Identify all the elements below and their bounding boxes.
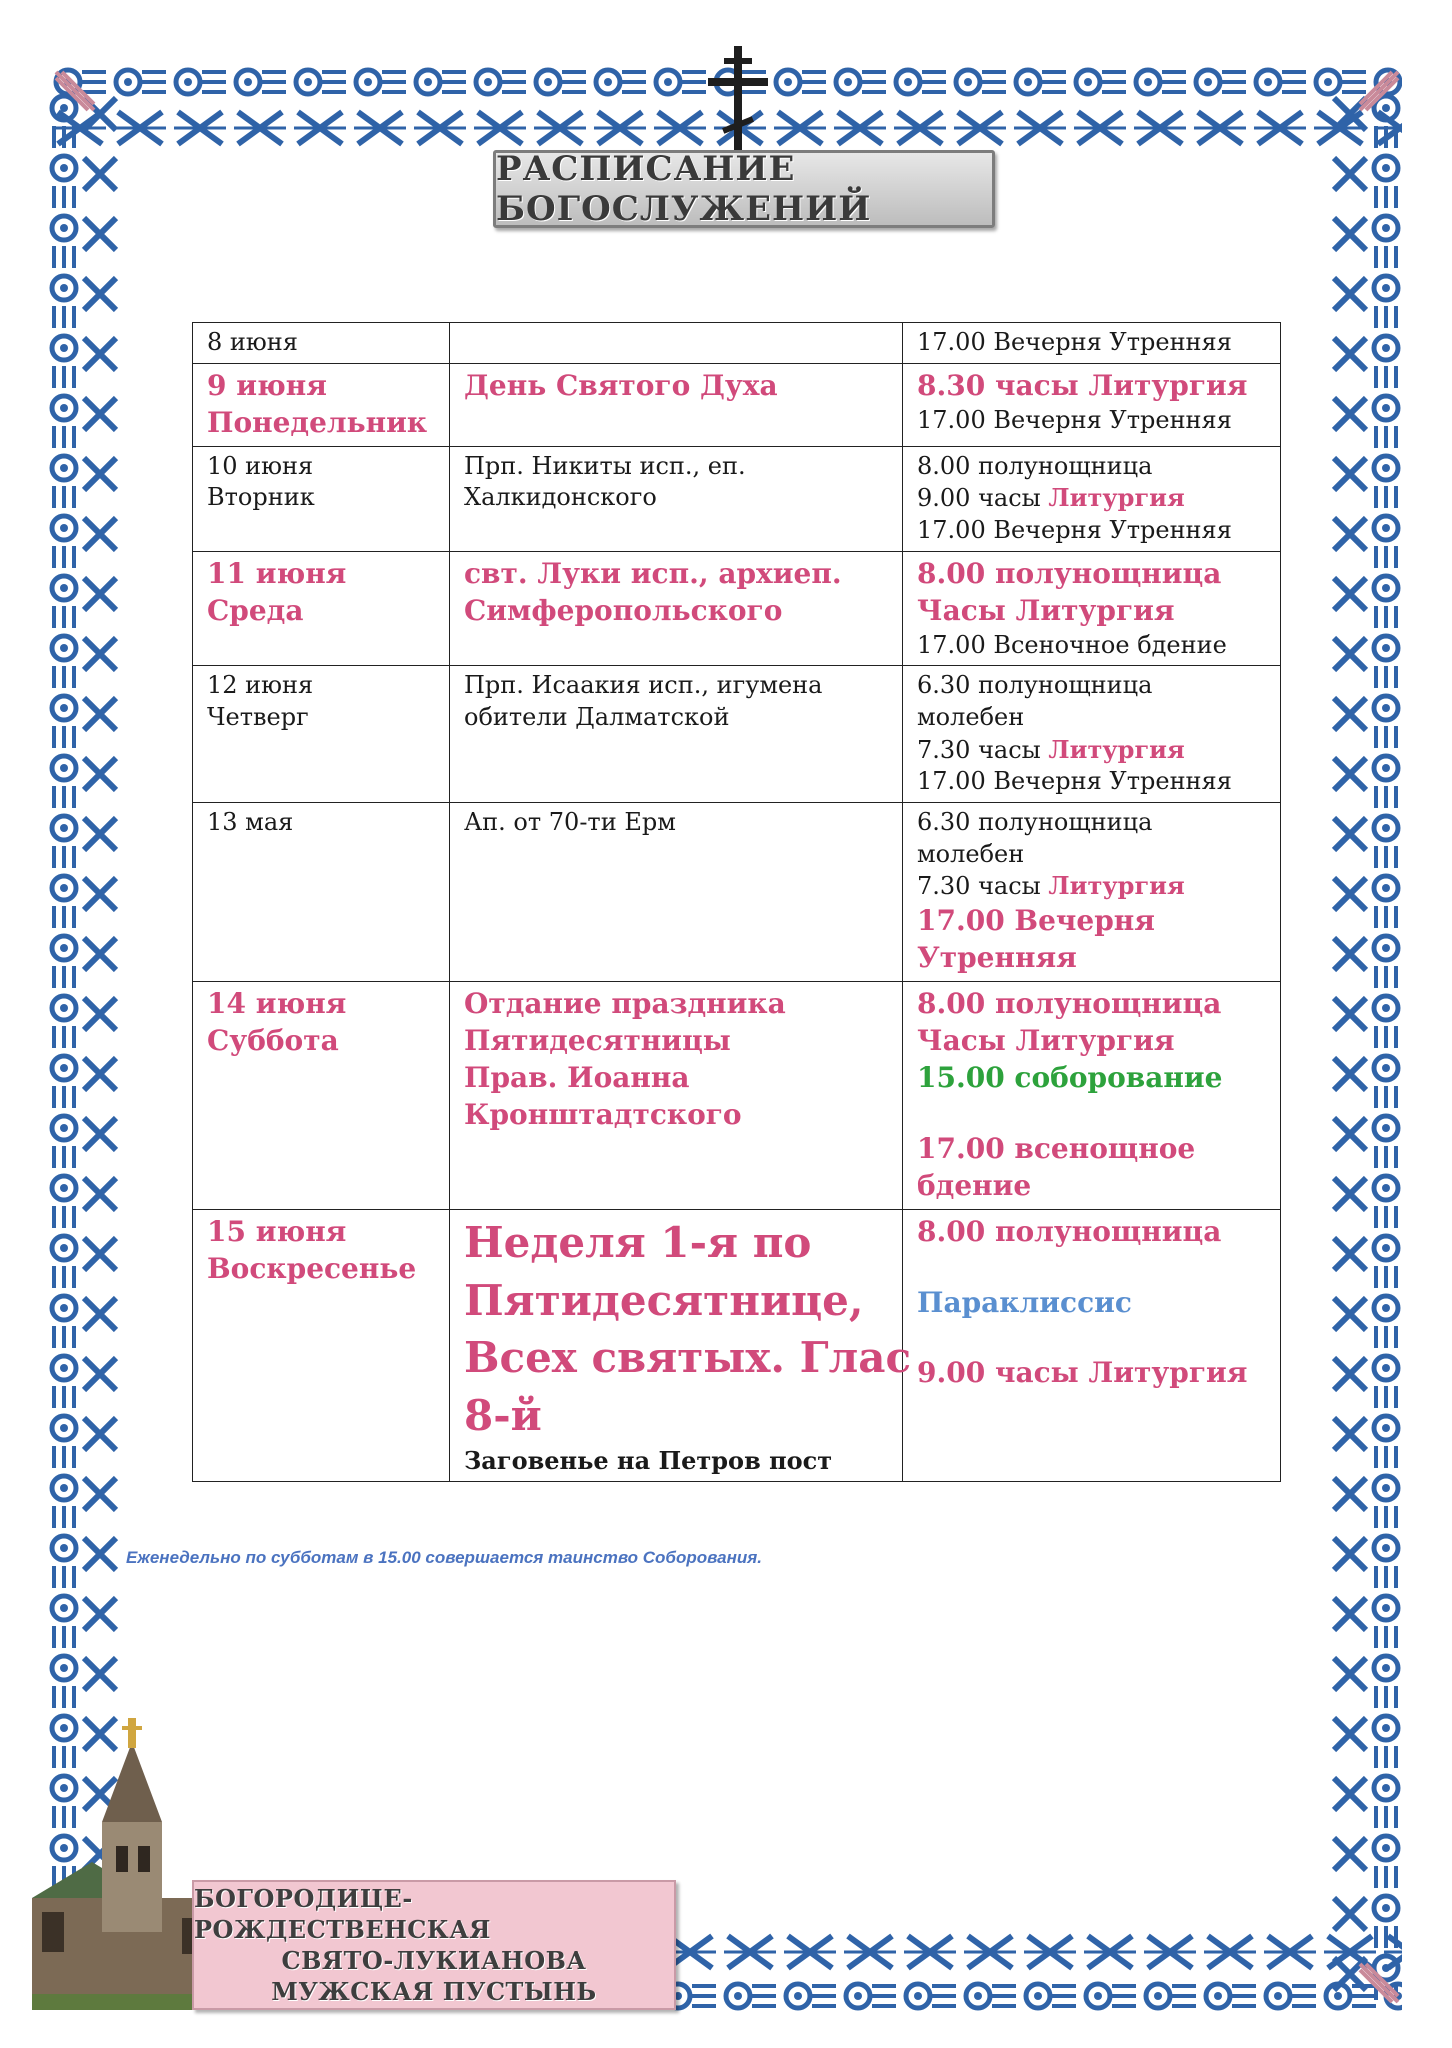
ornamental-border-bottom bbox=[660, 1930, 1402, 2020]
service-line bbox=[917, 1214, 1268, 1251]
feast-text: Прп. Никиты исп., еп. bbox=[464, 451, 746, 480]
service-text: 8.00 полунощница bbox=[917, 451, 1153, 480]
feast-text: Симферопольского bbox=[464, 593, 783, 627]
service-text: 17.00 Вечерня Утренняя bbox=[917, 515, 1232, 544]
feast-cell bbox=[450, 446, 903, 551]
date-label: 11 июня bbox=[207, 556, 347, 590]
feast-text: Заговенье на Петров пост bbox=[464, 1446, 833, 1476]
service-line bbox=[917, 940, 1268, 977]
date-cell bbox=[193, 802, 450, 981]
weekday-label: Суббота bbox=[207, 1023, 339, 1057]
feast-cell bbox=[450, 363, 903, 446]
services-cell bbox=[903, 1209, 1281, 1481]
service-line bbox=[917, 670, 1268, 702]
service-text: 8.30 часы Литургия bbox=[917, 368, 1248, 402]
date-label: 14 июня bbox=[207, 986, 347, 1020]
service-line bbox=[917, 734, 1268, 767]
service-text: Литургия bbox=[1048, 871, 1185, 901]
service-line bbox=[917, 766, 1268, 798]
service-line bbox=[917, 1023, 1268, 1060]
feast-text: Всех святых. Глас bbox=[464, 1333, 912, 1383]
feast-text: Пятидесятницы bbox=[464, 1023, 731, 1057]
service-text: Часы Литургия bbox=[917, 1023, 1175, 1057]
feast-cell bbox=[450, 323, 903, 364]
service-line bbox=[917, 986, 1268, 1023]
service-text: 6.30 полунощница bbox=[917, 671, 1153, 700]
church-image bbox=[32, 1712, 212, 2010]
services-cell bbox=[903, 446, 1281, 551]
services-cell bbox=[903, 363, 1281, 446]
feast-text: Пятидесятнице, bbox=[464, 1275, 864, 1325]
schedule-row bbox=[193, 1209, 1281, 1481]
service-text: 17.00 Вечерня Утренняя bbox=[917, 767, 1232, 796]
weekday-label: Четверг bbox=[207, 702, 309, 731]
feast-text: обители Далматской bbox=[464, 702, 730, 731]
service-text: 9.00 часы Литургия bbox=[917, 1356, 1248, 1390]
service-text: Часы Литургия bbox=[917, 593, 1175, 627]
weekday-label: Понедельник bbox=[207, 405, 428, 439]
service-line bbox=[917, 482, 1268, 515]
services-cell bbox=[903, 323, 1281, 364]
service-text: 17.00 всенощное bbox=[917, 1131, 1196, 1165]
service-text: 8.00 полунощница bbox=[917, 986, 1222, 1020]
service-text: 9.00 часы bbox=[917, 484, 1049, 513]
weekday-label: Вторник bbox=[207, 483, 315, 512]
service-text: 17.00 Вечерня Утренняя bbox=[917, 328, 1232, 356]
monastery-name-plaque bbox=[192, 1880, 676, 2010]
date-cell bbox=[193, 323, 450, 364]
service-text: 17.00 Всеночное бдение bbox=[917, 630, 1227, 659]
service-line bbox=[917, 807, 1268, 839]
service-line bbox=[917, 1285, 1268, 1322]
schedule-row bbox=[193, 363, 1281, 446]
date-cell bbox=[193, 446, 450, 551]
service-line bbox=[917, 1355, 1268, 1392]
service-text: Параклиссис bbox=[917, 1285, 1132, 1319]
service-text: 17.00 Вечерня bbox=[917, 903, 1155, 937]
feast-cell bbox=[450, 551, 903, 666]
date-cell bbox=[193, 1209, 450, 1481]
corner-ribbon-icon bbox=[1356, 68, 1402, 114]
service-text: 17.00 Вечерня Утренняя bbox=[917, 405, 1232, 434]
feast-text: День Святого Духа bbox=[464, 368, 778, 402]
service-text: 8.00 полунощница bbox=[917, 556, 1222, 590]
date-label: 8 июня bbox=[207, 328, 298, 356]
service-text: 7.30 часы bbox=[917, 735, 1049, 764]
schedule-row bbox=[193, 551, 1281, 666]
monastery-line: БОГОРОДИЦЕ-РОЖДЕСТВЕНСКАЯ bbox=[194, 1883, 491, 1944]
schedule-row bbox=[193, 323, 1281, 364]
service-text: 6.30 полунощница bbox=[917, 807, 1153, 836]
feast-text: Неделя 1-я по bbox=[464, 1217, 812, 1267]
service-text: бдение bbox=[917, 1168, 1032, 1202]
schedule-row bbox=[193, 446, 1281, 551]
service-text: Литургия bbox=[1048, 483, 1185, 513]
ornamental-border-left bbox=[44, 90, 120, 1890]
monastery-line: МУЖСКАЯ ПУСТЫНЬ bbox=[271, 1977, 597, 2007]
corner-ribbon-icon bbox=[52, 68, 98, 114]
service-line bbox=[917, 630, 1268, 662]
service-line bbox=[917, 1131, 1268, 1168]
page-title-plaque bbox=[493, 150, 995, 228]
service-line bbox=[917, 556, 1268, 593]
service-text: молебен bbox=[917, 839, 1025, 868]
weekday-label: Среда bbox=[207, 593, 304, 627]
orthodox-cross-icon bbox=[708, 46, 768, 158]
feast-text: Прп. Исаакия исп., игумена bbox=[464, 671, 823, 700]
services-cell bbox=[903, 981, 1281, 1209]
weekday-label: Воскресенье bbox=[207, 1251, 417, 1285]
service-text: Литургия bbox=[1048, 734, 1185, 764]
date-label: 12 июня bbox=[207, 671, 314, 700]
feast-text: Отдание праздника bbox=[464, 986, 786, 1020]
spacer bbox=[917, 1321, 1268, 1355]
service-line bbox=[917, 405, 1268, 437]
service-line bbox=[917, 515, 1268, 547]
services-cell bbox=[903, 551, 1281, 666]
service-line bbox=[917, 368, 1268, 405]
date-cell bbox=[193, 666, 450, 803]
services-schedule-table bbox=[192, 322, 1281, 1482]
services-cell bbox=[903, 666, 1281, 803]
service-line bbox=[917, 327, 1268, 359]
monastery-line: СВЯТО-ЛУКИАНОВА bbox=[281, 1946, 587, 1975]
service-line bbox=[917, 839, 1268, 871]
schedule-row bbox=[193, 802, 1281, 981]
date-cell bbox=[193, 551, 450, 666]
date-label: 9 июня bbox=[207, 368, 327, 402]
schedule-row bbox=[193, 666, 1281, 803]
feast-text: свт. Луки исп., архиеп. bbox=[464, 556, 842, 590]
feast-text: Прав. Иоанна bbox=[464, 1060, 690, 1094]
date-label: 15 июня bbox=[207, 1214, 347, 1248]
service-text: 8.00 полунощница bbox=[917, 1214, 1222, 1248]
spacer bbox=[917, 1097, 1268, 1131]
feast-text: Халкидонского bbox=[464, 483, 657, 512]
date-label: 10 июня bbox=[207, 451, 314, 480]
feast-text: Ап. от 70-ти Ерм bbox=[464, 807, 676, 836]
service-line bbox=[917, 702, 1268, 734]
corner-ribbon-icon bbox=[1356, 1960, 1402, 2006]
service-line bbox=[917, 1168, 1268, 1205]
feast-cell bbox=[450, 802, 903, 981]
feast-cell bbox=[450, 981, 903, 1209]
service-line bbox=[917, 870, 1268, 903]
date-label: 13 мая bbox=[207, 807, 294, 836]
weekly-note: Еженедельно по субботам в 15.00 совершается таинство Соборования. bbox=[126, 1548, 762, 1567]
service-line bbox=[917, 1060, 1268, 1097]
services-cell bbox=[903, 802, 1281, 981]
service-line bbox=[917, 451, 1268, 483]
feast-cell bbox=[450, 1209, 912, 1481]
schedule-row bbox=[193, 981, 1281, 1209]
service-line bbox=[917, 903, 1268, 940]
service-line bbox=[917, 593, 1268, 630]
service-text: Утренняя bbox=[917, 940, 1077, 974]
spacer bbox=[917, 1251, 1268, 1285]
ornamental-border-right bbox=[1330, 90, 1406, 2000]
service-text: молебен bbox=[917, 702, 1025, 731]
feast-text: Кронштадтского bbox=[464, 1097, 742, 1131]
service-text: 15.00 соборование bbox=[917, 1060, 1223, 1094]
date-cell bbox=[193, 363, 450, 446]
date-cell bbox=[193, 981, 450, 1209]
service-text: 7.30 часы bbox=[917, 872, 1049, 901]
feast-cell bbox=[450, 666, 903, 803]
page-title: РАСПИСАНИЕ БОГОСЛУЖЕНИЙ bbox=[496, 149, 872, 229]
feast-text: 8-й bbox=[464, 1391, 542, 1441]
